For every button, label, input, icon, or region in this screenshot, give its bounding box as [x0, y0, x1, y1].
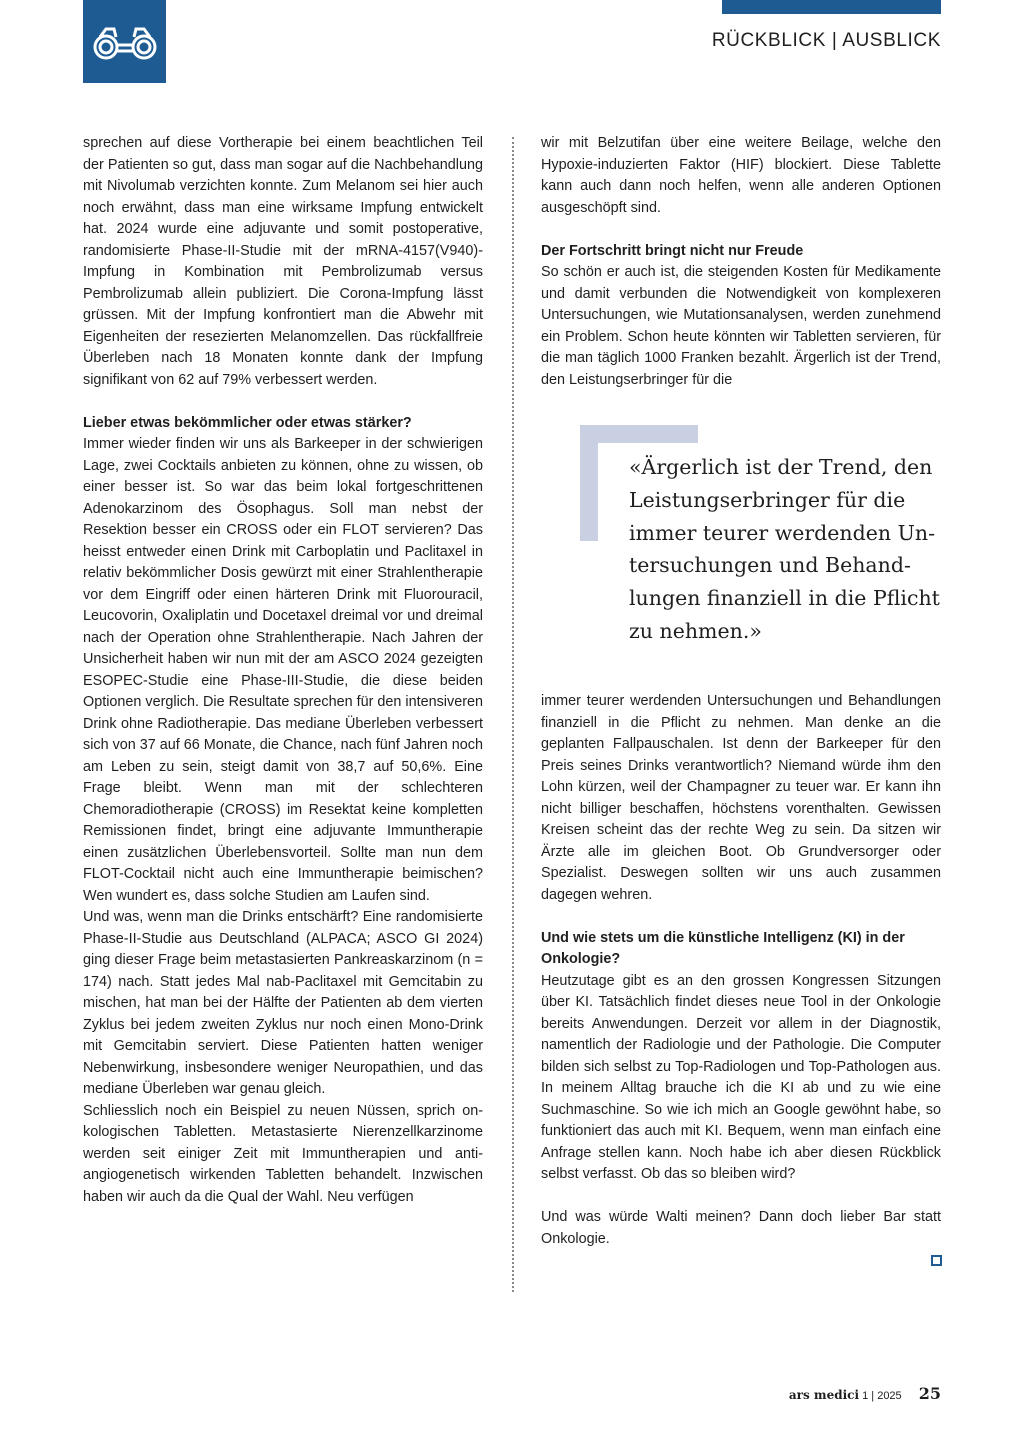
section-logo — [83, 0, 166, 83]
column-divider — [512, 137, 514, 1292]
paragraph: Schliesslich noch ein Beispiel zu neuen Nüssen, sprich onkologischen Tabletten. Metastasierte Nierenzellkarzinome werden seit einiger Zeit mit Immuntherapien und antiangiogenetisch wirkenden Tabletten behandelt. Inzwischen haben wir auch da die Qual der Wahl. Neu verfügen — [83, 1102, 483, 1205]
section-heading: Und wie stets um die künstliche Intelligenz (KI) in der Onkologie? — [541, 929, 905, 967]
paragraph: So schön er auch ist, die steigenden Kosten für Medikamente und damit verbunden die Notwendigkeit von komplexeren Untersuchungen, wie Mutationsanalysen, werden zunehmend ein Problem. Schon heute könnten wir Tabletten servieren, für die man täglich 1000 Franken bezahlt. Ärgerlich ist der Trend, den Leistungserbringer für die — [541, 264, 941, 388]
paragraph: Und was, wenn man die Drinks entschärft? Eine randomisierte Phase-II-Studie aus Deutschland (ALPACA; ASCO GI 2024) ging dieser Frage beim metastasierten Pankreaskarzinom (n = 174) nach. Statt jedes Mal nab-Paclitaxel mit Gemcitabin zu mischen, hat man bei der Hälfte der Patienten ab dem vierten Zyklus bei jedem zweiten Zyklus nur noch einen Mono-Drink mit Gemcitabin serviert. Diese Patienten hatten weniger Nebenwirkung, insbesondere weniger Neuropathien, und das mediane Überleben war genau gleich. — [83, 909, 483, 1097]
paragraph: sprechen auf diese Vortherapie bei einem beachtlichen Teil der Patienten so gut, dass man sogar auf die Nachbehandlung mit Nivolumab verzichten konnte. Zum Melanom sei hier auch noch erwähnt, dass man eine wirksame Impfung entwickelt hat. 2024 wurde eine adjuvante und somit postoperative, randomisierte Phase-II-Studie mit der mRNA-4157(V940)-Impfung in Kombination mit Pembrolizumab versus Pembrolizumab allein publiziert. Die Corona-Impfung lässt grüssen. Mit der Impfung konfrontiert man die Abwehr mit Eigenheiten der resezierten Melanomzellen. Das rückfallfreie Überleben nach 18 Monaten konnte dank der Impfung signifikant von 62 auf 79% verbessert werden. — [83, 135, 483, 388]
article-end-square-icon — [931, 1255, 942, 1266]
pull-quote — [580, 425, 941, 665]
magazine-name: ars medici — [788, 1388, 860, 1402]
pull-quote-text: «Ärgerlich ist der Trend, den Leistungserbringer für die immer teurer werdenden Untersuchungen und Behandlungen finanziell in die Pflicht zu nehmen.» — [629, 455, 940, 643]
left-column — [83, 133, 483, 1208]
paragraph: wir mit Belzutifan über eine weitere Beilage, welche den Hypoxie-induzierten Faktor (HIF) blockiert. Diese Tablette kann auch dann noch helfen, wenn alle anderen Optionen ausgeschöpft sind. — [541, 135, 941, 216]
section-heading: Der Fortschritt bringt nicht nur Freude — [541, 242, 804, 259]
paragraph: Heutzutage gibt es an den grossen Kongressen Sitzungen über KI. Tatsächlich findet dieses neue Tool in der Onkologie bereits Anwendungen. Derzeit vor allem in der Diagnostik, namentlich der Radiologie und der Pathologie. Die Computer bilden sich selbst zu Top-Radiologen und Top-Pathologen aus. In meinem Alltag brauche ich die KI ab und zu wie eine Suchmaschine. So wie ich mich an Google gewöhnt habe, so funktioniert das auch mit KI. Bequem, wenn man einfach eine Anfrage stellen kann. Noch habe ich aber diesen Rückblick selbst verfasst. Ob das so bleiben wird? — [541, 972, 941, 1182]
paragraph: Und was würde Walti meinen? Dann doch lieber Bar statt Onkologie. — [541, 1209, 941, 1247]
section-title: RÜCKBLICK | AUSBLICK — [711, 30, 941, 51]
page-number: 25 — [918, 1384, 941, 1403]
header-accent-bar — [722, 0, 941, 14]
issue-number: 1 | 2025 — [862, 1390, 902, 1402]
paragraph: Immer wieder finden wir uns als Barkeeper in der schwierigen Lage, zwei Cocktails anbieten zu können, ohne zu wissen, ob einer besser ist. So war das beim lokal fortgeschrittenen Adenokarzinom des Ösophagus. Soll man nebst der Resektion besser ein CROSS oder ein FLOT servieren? Das heisst entweder einen Drink mit Carboplatin und Paclitaxel in relativ bekömmlicher Dosis gewürzt mit einer Strahlentherapie vor dem Eingriff oder einen härteren Drink mit Fluorouracil, Leucovorin, Oxaliplatin und Docetaxel dreimal vor und dreimal nach der Operation ohne Strahlentherapie. Nach Jahren der Unsicherheit haben wir nun mit der am ASCO 2024 gezeigten ESOPEC-Studie eine Phase-III-Studie, die diese beiden Optionen verglich. Die Resultate sprechen für den intensiveren Drink ohne Radiotherapie. Das mediane Überleben verbessert sich von 37 auf 66 Monate, die Chance, nach fünf Jahren noch am Leben zu sein, steigt damit von 38,7 auf 50,6%. Eine Frage bleibt. Wenn man mit der schlechteren Chemoradiotherapie (CROSS) im Resektat keine kompletten Remissionen findet, bringt eine adjuvante Immuntherapie einen zusätzlichen Überlebensvorteil. Sollte man nun dem FLOT-Cocktail nicht auch eine Immuntherapie beimischen? Wen wundert es, dass solche Studien am Laufen sind. — [83, 436, 484, 904]
page-footer — [789, 1384, 941, 1403]
right-column-bottom — [541, 691, 941, 1250]
binoculars-icon — [92, 27, 158, 63]
paragraph: immer teurer werdenden Untersuchungen und Behandlungen finanziell in die Pflicht zu nehmen. Man denke an die geplanten Fallpauschalen. Ist denn der Barkeeper für den Preis seines Drinks verantwortlich? Niemand würde ihm den Lohn kürzen, weil der Champagner zu teuer war. Er kann ihn nicht billiger beschaffen, höchstens vorenthalten. Gewissen Kreisen scheint das der rechte Weg zu sein. Da sitzen wir Ärzte alle im gleichen Boot. Ob Grundversorger oder Spezialist. Deswegen sollten wir uns auch zusammen dagegen wehren. — [541, 693, 941, 903]
right-column-top — [541, 133, 941, 391]
section-heading: Lieber etwas bekömmlicher oder etwas stärker? — [83, 414, 412, 431]
